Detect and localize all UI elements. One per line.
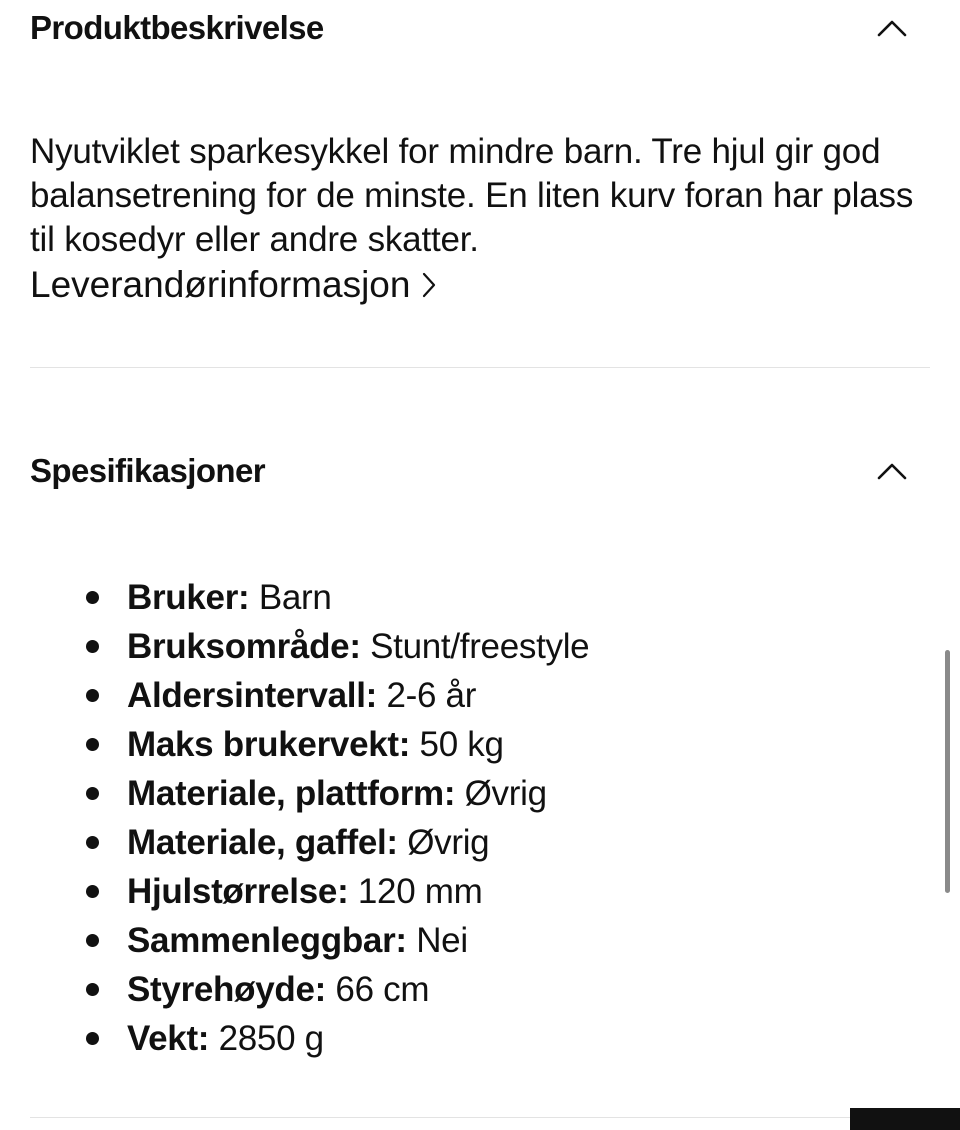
- spec-label: Aldersintervall:: [127, 676, 387, 715]
- floating-action-bar[interactable]: [850, 1108, 960, 1130]
- spec-item: [0, 867, 589, 916]
- bullet-icon: [86, 934, 99, 947]
- section-divider: [30, 1117, 850, 1118]
- spec-label: Hjulstørrelse:: [127, 872, 358, 911]
- chevron-up-icon[interactable]: [872, 8, 912, 48]
- bullet-icon: [86, 1032, 99, 1045]
- spec-value: 120 mm: [357, 872, 483, 911]
- bullet-icon: [86, 885, 99, 898]
- spec-value: 50 kg: [419, 725, 504, 764]
- spec-label: Vekt:: [127, 1019, 219, 1058]
- vertical-scrollbar[interactable]: [945, 650, 950, 893]
- supplier-info-label: Leverandørinformasjon: [30, 264, 411, 305]
- bullet-icon: [86, 787, 99, 800]
- spec-item: [0, 965, 589, 1014]
- spec-value: 66 cm: [335, 970, 430, 1009]
- spec-item: [0, 720, 589, 769]
- bullet-icon: [86, 591, 99, 604]
- spec-label: Maks brukervekt:: [127, 725, 420, 764]
- spec-item: [0, 916, 589, 965]
- specifications-list: [0, 573, 589, 1063]
- spec-item: [0, 671, 589, 720]
- specifications-section-header[interactable]: [30, 441, 930, 501]
- spec-value: Barn: [258, 578, 332, 617]
- product-description-text: Nyutviklet sparkesykkel for mindre barn. Tre hjul gir god balansetrening for de minste. En liten kurv foran har plass til kosedyr eller andre skatter.: [30, 132, 914, 259]
- chevron-up-icon[interactable]: [872, 451, 912, 491]
- description-section-header[interactable]: [30, 0, 930, 58]
- spec-value: Øvrig: [464, 774, 547, 813]
- chevron-right-icon: [422, 272, 436, 298]
- spec-label: Materiale, gaffel:: [127, 823, 408, 862]
- bullet-icon: [86, 738, 99, 751]
- bullet-icon: [86, 836, 99, 849]
- bullet-icon: [86, 640, 99, 653]
- spec-label: Bruker:: [127, 578, 259, 617]
- spec-item: [0, 818, 589, 867]
- spec-label: Styrehøyde:: [127, 970, 336, 1009]
- bullet-icon: [86, 689, 99, 702]
- spec-label: Materiale, plattform:: [127, 774, 465, 813]
- spec-value: Stunt/freestyle: [370, 627, 590, 666]
- spec-label: Bruksområde:: [127, 627, 371, 666]
- spec-label: Sammenleggbar:: [127, 921, 417, 960]
- supplier-info-link[interactable]: [30, 262, 436, 308]
- spec-value: Nei: [416, 921, 468, 960]
- spec-item: [0, 573, 589, 622]
- spec-value: 2850 g: [218, 1019, 324, 1058]
- spec-item: [0, 622, 589, 671]
- description-section-title: Produktbeskrivelse: [30, 9, 324, 46]
- spec-item: [0, 1014, 589, 1063]
- spec-value: 2-6 år: [386, 676, 477, 715]
- spec-value: Øvrig: [407, 823, 490, 862]
- spec-item: [0, 769, 589, 818]
- specifications-section-title: Spesifikasjoner: [30, 452, 265, 489]
- bullet-icon: [86, 983, 99, 996]
- section-divider: [30, 367, 930, 368]
